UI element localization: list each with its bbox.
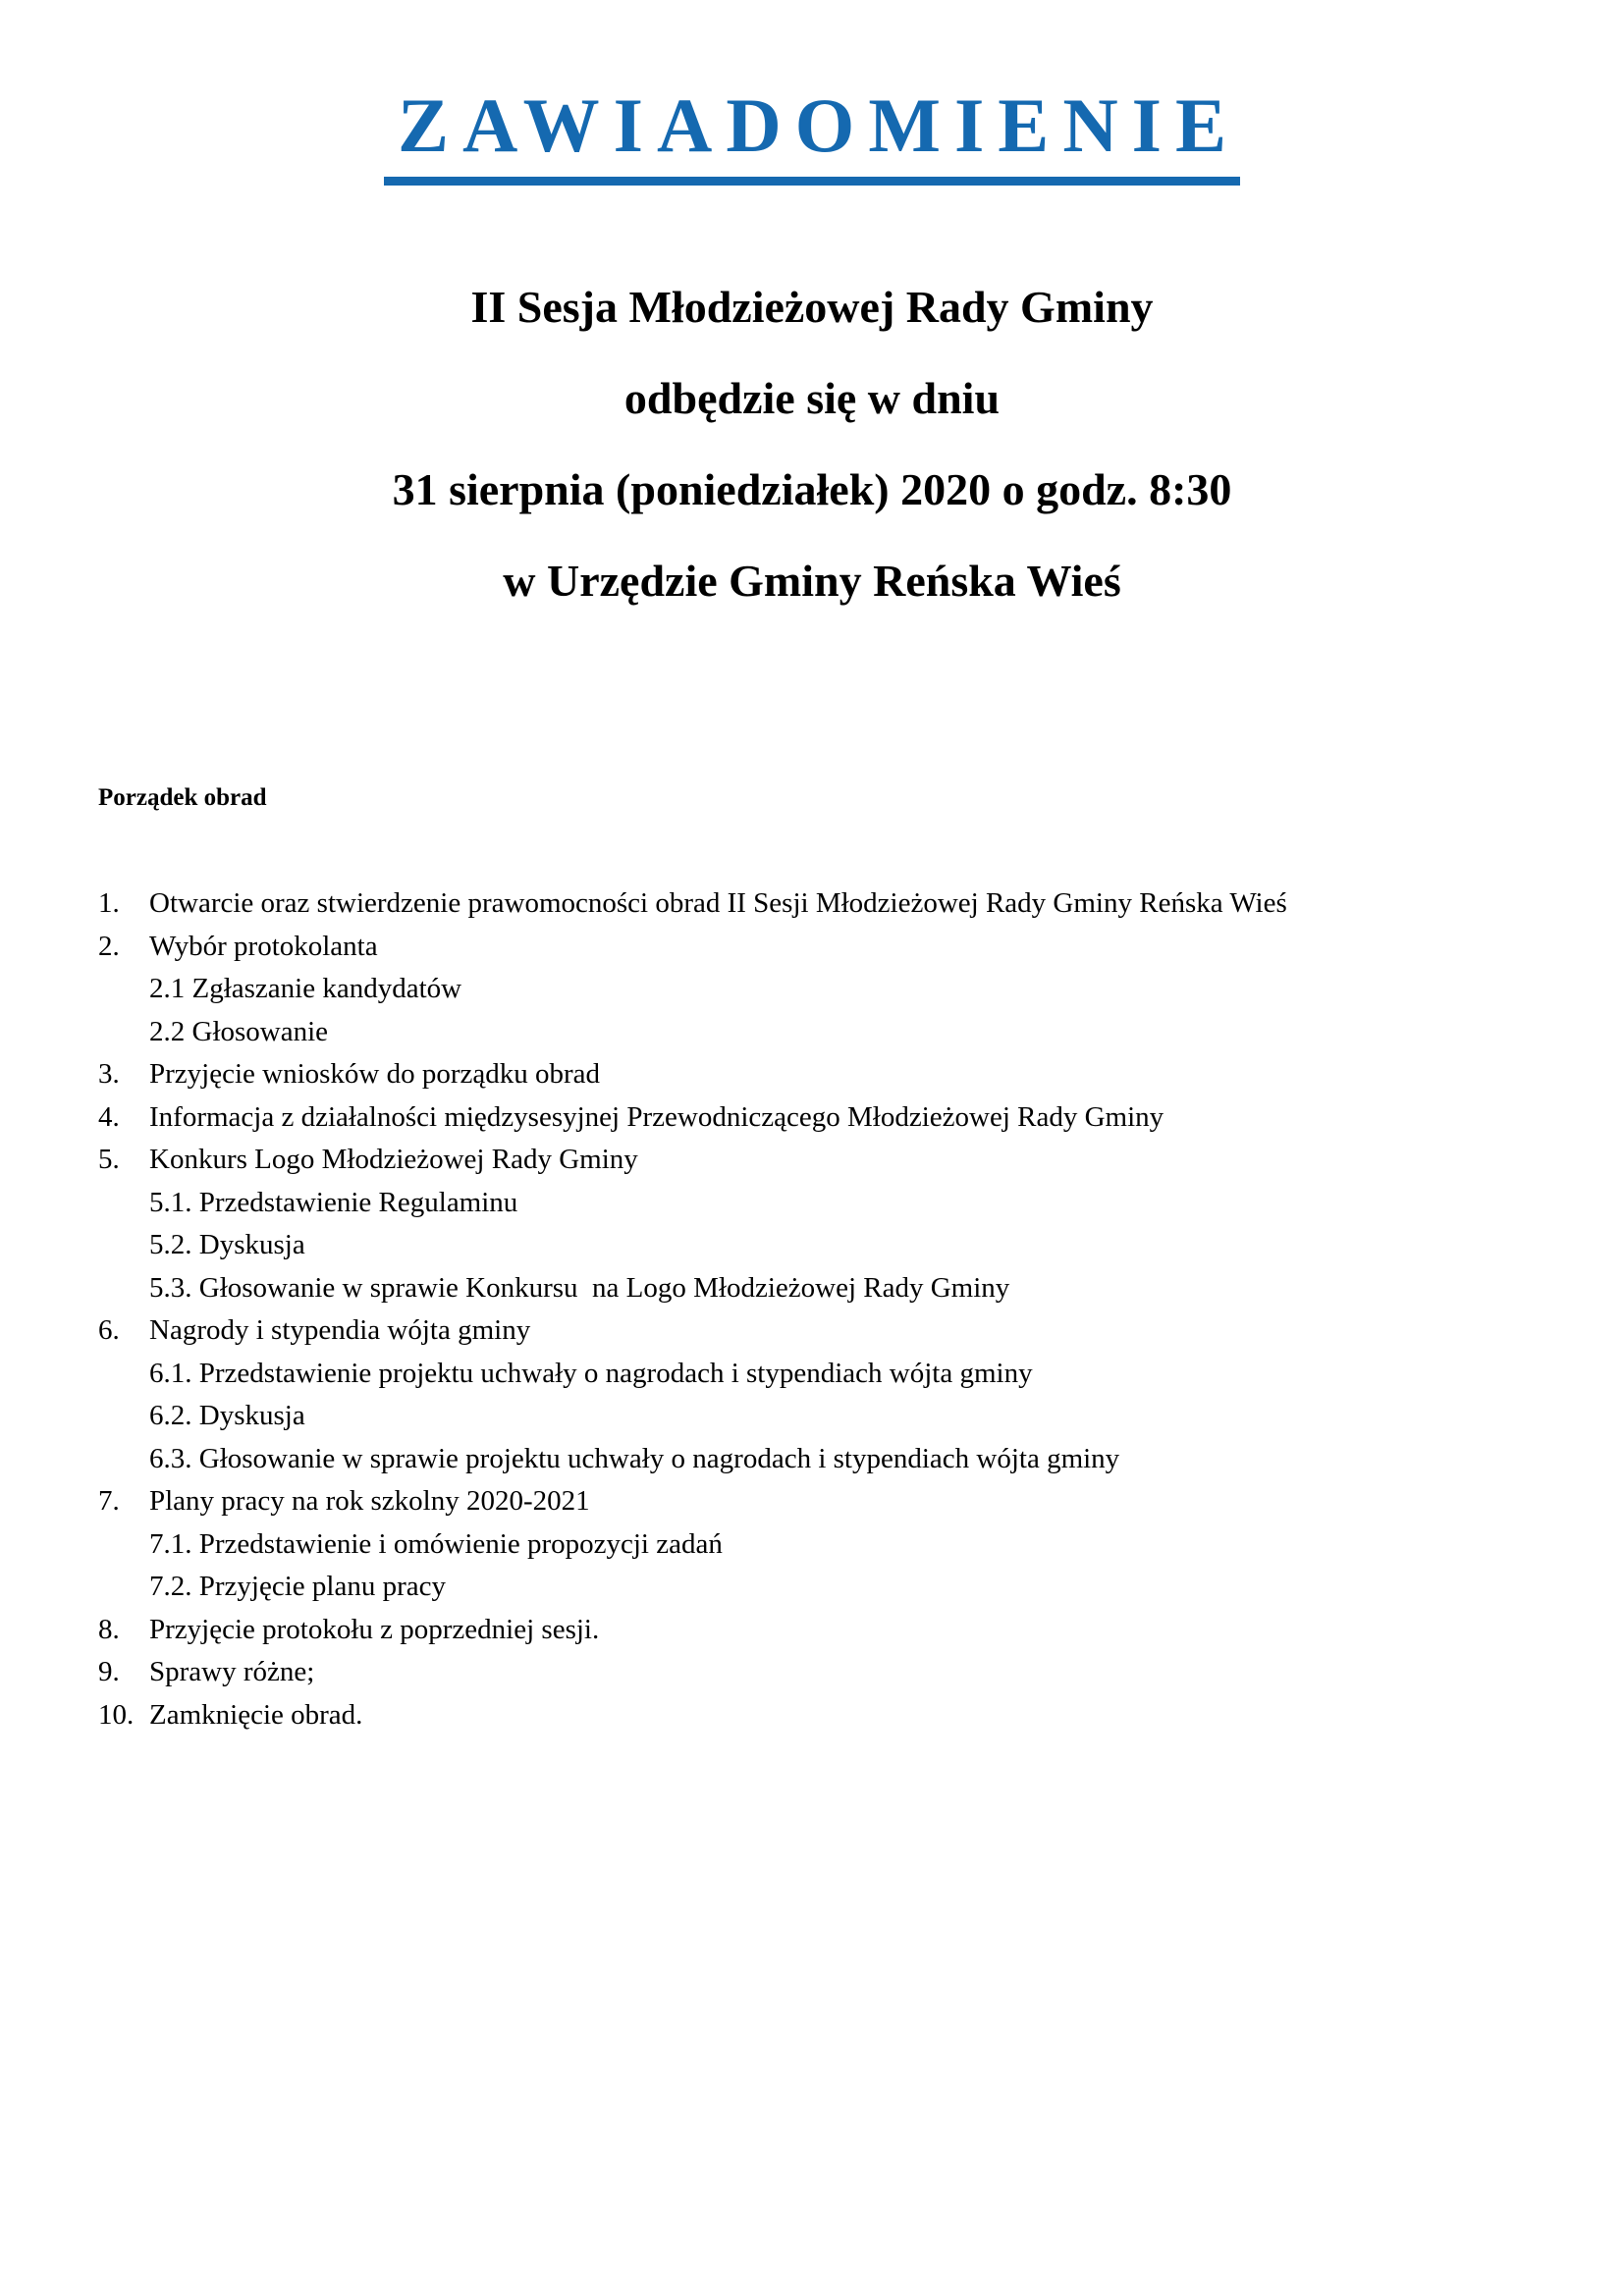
agenda-item (98, 1100, 1512, 1133)
agenda-item-label: 6.3. Głosowanie w sprawie projektu uchwały o nagrodach i stypendiach wójta gminy (149, 1442, 1120, 1474)
agenda-item-label: Zamknięcie obrad. (149, 1698, 363, 1731)
agenda-item (98, 1146, 1512, 1174)
agenda-item (98, 1658, 1512, 1686)
agenda-item-marker: 9. (98, 1656, 120, 1687)
subtitle-line-4: w Urzędzie Gminy Reńska Wieś (503, 556, 1121, 606)
agenda-item-marker: 10. (98, 1698, 135, 1731)
agenda-item (98, 1060, 1512, 1089)
agenda-item-marker: 1. (98, 887, 120, 919)
agenda-item-label: 5.1. Przedstawienie Regulaminu (149, 1186, 518, 1218)
agenda-item-label: Sprawy różne; (149, 1656, 315, 1687)
agenda-item-label: 7.1. Przedstawienie i omówienie propozycji zadań (149, 1527, 723, 1560)
agenda-item (98, 1527, 1512, 1560)
agenda-item-label: Nagrody i stypendia wójta gminy (149, 1314, 531, 1346)
agenda-item (98, 889, 1512, 918)
agenda-item (98, 1186, 1512, 1218)
agenda-item (98, 930, 1512, 962)
agenda-item-label: 2.1 Zgłaszanie kandydatów (149, 973, 462, 1004)
agenda-item-label: Konkurs Logo Młodzieżowej Rady Gminy (149, 1144, 638, 1175)
agenda-item-label: 7.2. Przyjęcie planu pracy (149, 1571, 446, 1602)
agenda-item (98, 1316, 1512, 1345)
agenda-item-label: Plany pracy na rok szkolny 2020-2021 (149, 1485, 590, 1517)
subtitle-line-2: odbędzie się w dniu (623, 373, 1001, 423)
agenda-item-label: 6.2. Dyskusja (149, 1400, 305, 1431)
document-title-container (0, 82, 1624, 186)
agenda-item (98, 1271, 1512, 1304)
agenda-item (98, 1698, 1512, 1731)
agenda-item (98, 1015, 1512, 1047)
agenda-item-label: Przyjęcie wniosków do porządku obrad (149, 1058, 601, 1090)
agenda-item (98, 1357, 1512, 1389)
agenda-item-marker: 6. (98, 1314, 120, 1346)
agenda-item-label: 6.1. Przedstawienie projektu uchwały o nagrodach i stypendiach wójta gminy (149, 1357, 1033, 1389)
agenda-item (98, 1613, 1512, 1645)
agenda-item-label: Wybór protokolanta (149, 930, 378, 962)
agenda-item (98, 1487, 1512, 1516)
agenda-item (98, 1231, 1512, 1259)
agenda-item-label: 2.2 Głosowanie (149, 1015, 329, 1047)
agenda-item-marker: 2. (98, 930, 120, 962)
agenda-item (98, 1442, 1512, 1474)
agenda-list (98, 889, 1512, 1743)
agenda-item-marker: 4. (98, 1100, 120, 1133)
agenda-item-marker: 7. (98, 1485, 120, 1517)
page-title: ZAWIADOMIENIE (384, 86, 1240, 186)
announcement-subtitle-block (0, 282, 1624, 606)
agenda-item (98, 975, 1512, 1003)
agenda-item-label: 5.3. Głosowanie w sprawie Konkursu na Logo Młodzieżowej Rady Gminy (149, 1271, 1010, 1304)
agenda-item-label: Otwarcie oraz stwierdzenie prawomocności obrad II Sesji Młodzieżowej Rady Gminy Reńska Wieś (149, 887, 1287, 919)
agenda-item (98, 1573, 1512, 1601)
agenda-item-marker: 8. (98, 1613, 120, 1645)
agenda-item (98, 1402, 1512, 1430)
agenda-heading: Porządek obrad (98, 784, 267, 811)
agenda-item-label: 5.2. Dyskusja (149, 1229, 305, 1260)
agenda-item-label: Przyjęcie protokołu z poprzedniej sesji. (149, 1613, 600, 1645)
agenda-item-label: Informacja z działalności międzysesyjnej Przewodniczącego Młodzieżowej Rady Gminy (149, 1100, 1164, 1133)
subtitle-line-1: II Sesja Młodzieżowej Rady Gminy (470, 282, 1154, 332)
agenda-item-marker: 5. (98, 1144, 120, 1175)
subtitle-line-3: 31 sierpnia (poniedziałek) 2020 o godz. 8:30 (392, 464, 1232, 514)
agenda-item-marker: 3. (98, 1058, 120, 1090)
